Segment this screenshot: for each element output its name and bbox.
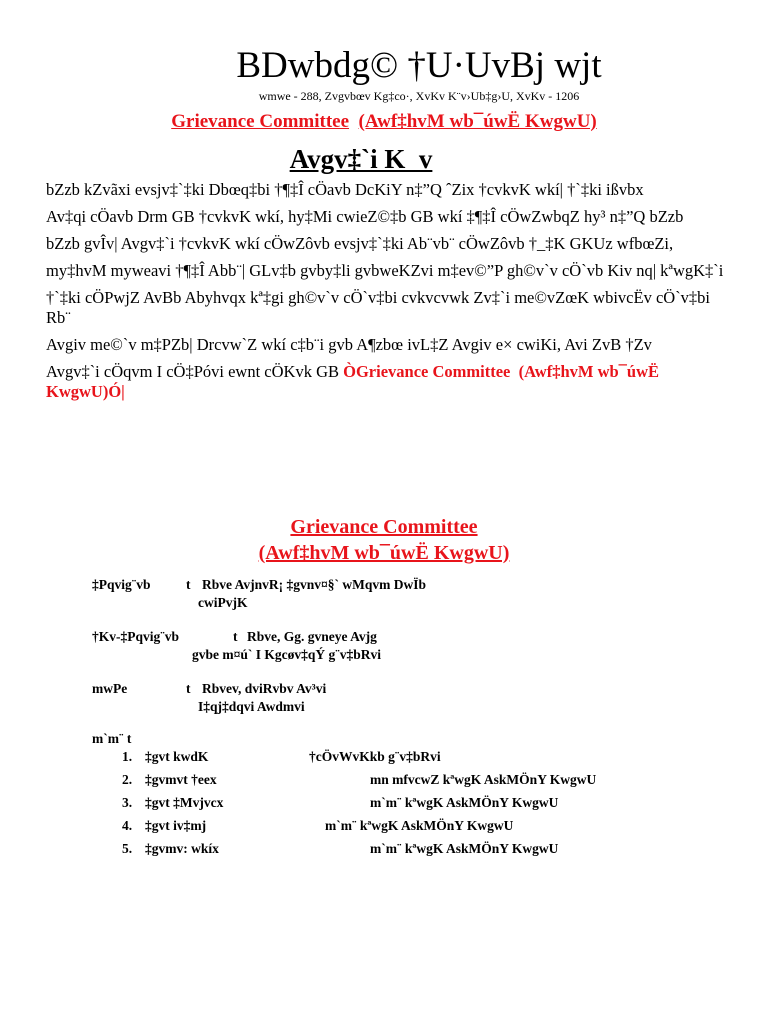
member-name: ‡gvmvt †eex — [145, 772, 217, 787]
members-list — [92, 748, 732, 863]
closing-paragraph — [46, 362, 736, 402]
member-designation: m`m¨ kªwgK AskMÖnY KwgwU — [325, 818, 514, 833]
closing-committee-en: Grievance Committee — [355, 362, 511, 381]
open-quote: Ò — [343, 362, 356, 381]
member-name: ‡gvt ‡Mvjvcx — [145, 795, 224, 810]
company-title: BDwbdg© †U·UvBj wjt — [236, 45, 602, 86]
member-name: ‡gvt kwdK — [145, 749, 209, 764]
member-name: ‡gvt iv‡mj — [145, 818, 207, 833]
intro-paragraphs — [46, 180, 736, 409]
paragraph-line: bZzb kZvãxi evsjv‡`‡ki Dbœq‡bi †¶‡Î cÖavb DcKiY n‡”Q ˆZix †cvkvK wkí| †`‡ki ißvbx — [46, 180, 644, 199]
closing-danda: | — [121, 382, 125, 401]
role-name: Rbve AvjnvR¡ ‡gvnv¤§` wMqvm DwÏb — [202, 577, 427, 592]
role-sep: t — [186, 577, 191, 592]
list-item — [92, 771, 732, 794]
role-designation: I‡qj‡dqvi Awdmvi — [198, 699, 305, 714]
closing-text: Avgv‡`i cÖqvm I cÖ‡Póvi ewnt cÖKvk GB — [46, 362, 344, 381]
committee-members — [92, 576, 732, 863]
committee-title-en: Grievance Committee — [290, 516, 478, 538]
member-number: 1. — [122, 749, 133, 764]
committee-title-block — [0, 514, 768, 566]
role-designation: gvbe m¤ú` I Kgcøv‡qÝ g¨v‡bRvi — [192, 647, 382, 662]
role-position: ‡Pqvig¨vb — [92, 577, 151, 592]
members-heading: m`m¨ t — [92, 731, 132, 746]
member-designation: mn mfvcwZ kªwgK AskMÖnY KwgwU — [370, 772, 597, 787]
list-item — [92, 748, 732, 771]
paragraph-line: Avgiv me©`v m‡PZb| Drcvw`Z wkí c‡b¨i gvb A¶zbœ ivL‡Z Avgiv e× cwiKi, Avi ZvB †Zv — [46, 335, 652, 354]
paragraph-line: †`‡ki cÖPwjZ AvBb Abyhvqx kª‡gi gh©v`v cÖ`v‡bi cvkvcvwk Zv‡`i me©vZœK wbivcËv cÖ`v‡bi Rb¨ — [46, 288, 711, 327]
section-title: Avgv‡`i K_v — [289, 144, 433, 174]
member-designation: †cÖvWvKkb g¨v‡bRvi — [309, 749, 441, 764]
chairman-row — [92, 576, 732, 628]
vice-chairman-row — [92, 628, 732, 680]
role-name: Rbvev, dviRvbv Av³vi — [202, 681, 327, 696]
role-sep: t — [233, 629, 238, 644]
secretary-row — [92, 680, 732, 732]
role-position: mwPe — [92, 681, 128, 696]
committee-header-en: Grievance Committee — [171, 111, 350, 132]
paragraph-line: Av‡qi cÖavb Drm GB †cvkvK wkí, hy‡Mi cwieZ©‡b GB wkí ‡¶‡Î cÖwZwbqZ hy³ n‡”Q bZzb — [46, 207, 684, 226]
paragraph-line: bZzb gvÎv| Avgv‡`i †cvkvK wkí cÖwZôvb evsjv‡`‡ki Ab¨vb¨ cÖwZôvb †_‡K GKUz wfbœZi, — [46, 234, 674, 253]
member-number: 3. — [122, 795, 133, 810]
list-item — [92, 817, 732, 840]
company-address: wmwe - 288, Zvgvbœv Kg‡co·, XvKv K¨v›Ub‡g›U, XvKv - 1206 — [258, 89, 580, 103]
role-name: Rbve, Gg. gvneye Avjg — [247, 629, 377, 644]
member-name: ‡gvmv: wkíx — [145, 841, 219, 856]
paragraph-line: my‡hvM myweavi †¶‡Î Abb¨| GLv‡b gvby‡li gvbweKZvi m‡ev©”P gh©v`v cÖ`vb Kiv nq| kªwgK‡`i — [46, 261, 724, 280]
close-quote: Ó — [108, 382, 122, 401]
member-designation: m`m¨ kªwgK AskMÖnY KwgwU — [370, 795, 559, 810]
list-item — [92, 794, 732, 817]
member-number: 5. — [122, 841, 133, 856]
committee-header — [0, 109, 768, 135]
committee-header-bn: (Awf‡hvM wb¯úwË KwgwU) — [358, 111, 597, 132]
role-designation: cwiPvjK — [198, 595, 248, 610]
committee-title-bn: (Awf‡hvM wb¯úwË KwgwU) — [258, 542, 510, 564]
member-number: 2. — [122, 772, 133, 787]
role-sep: t — [186, 681, 191, 696]
role-position: †Kv-‡Pqvig¨vb — [92, 629, 180, 644]
member-designation: m`m¨ kªwgK AskMÖnY KwgwU — [370, 841, 559, 856]
member-number: 4. — [122, 818, 133, 833]
closing-committee-bn: (Awf‡hvM wb¯úwË KwgwU) — [46, 362, 660, 401]
list-item — [92, 840, 732, 863]
